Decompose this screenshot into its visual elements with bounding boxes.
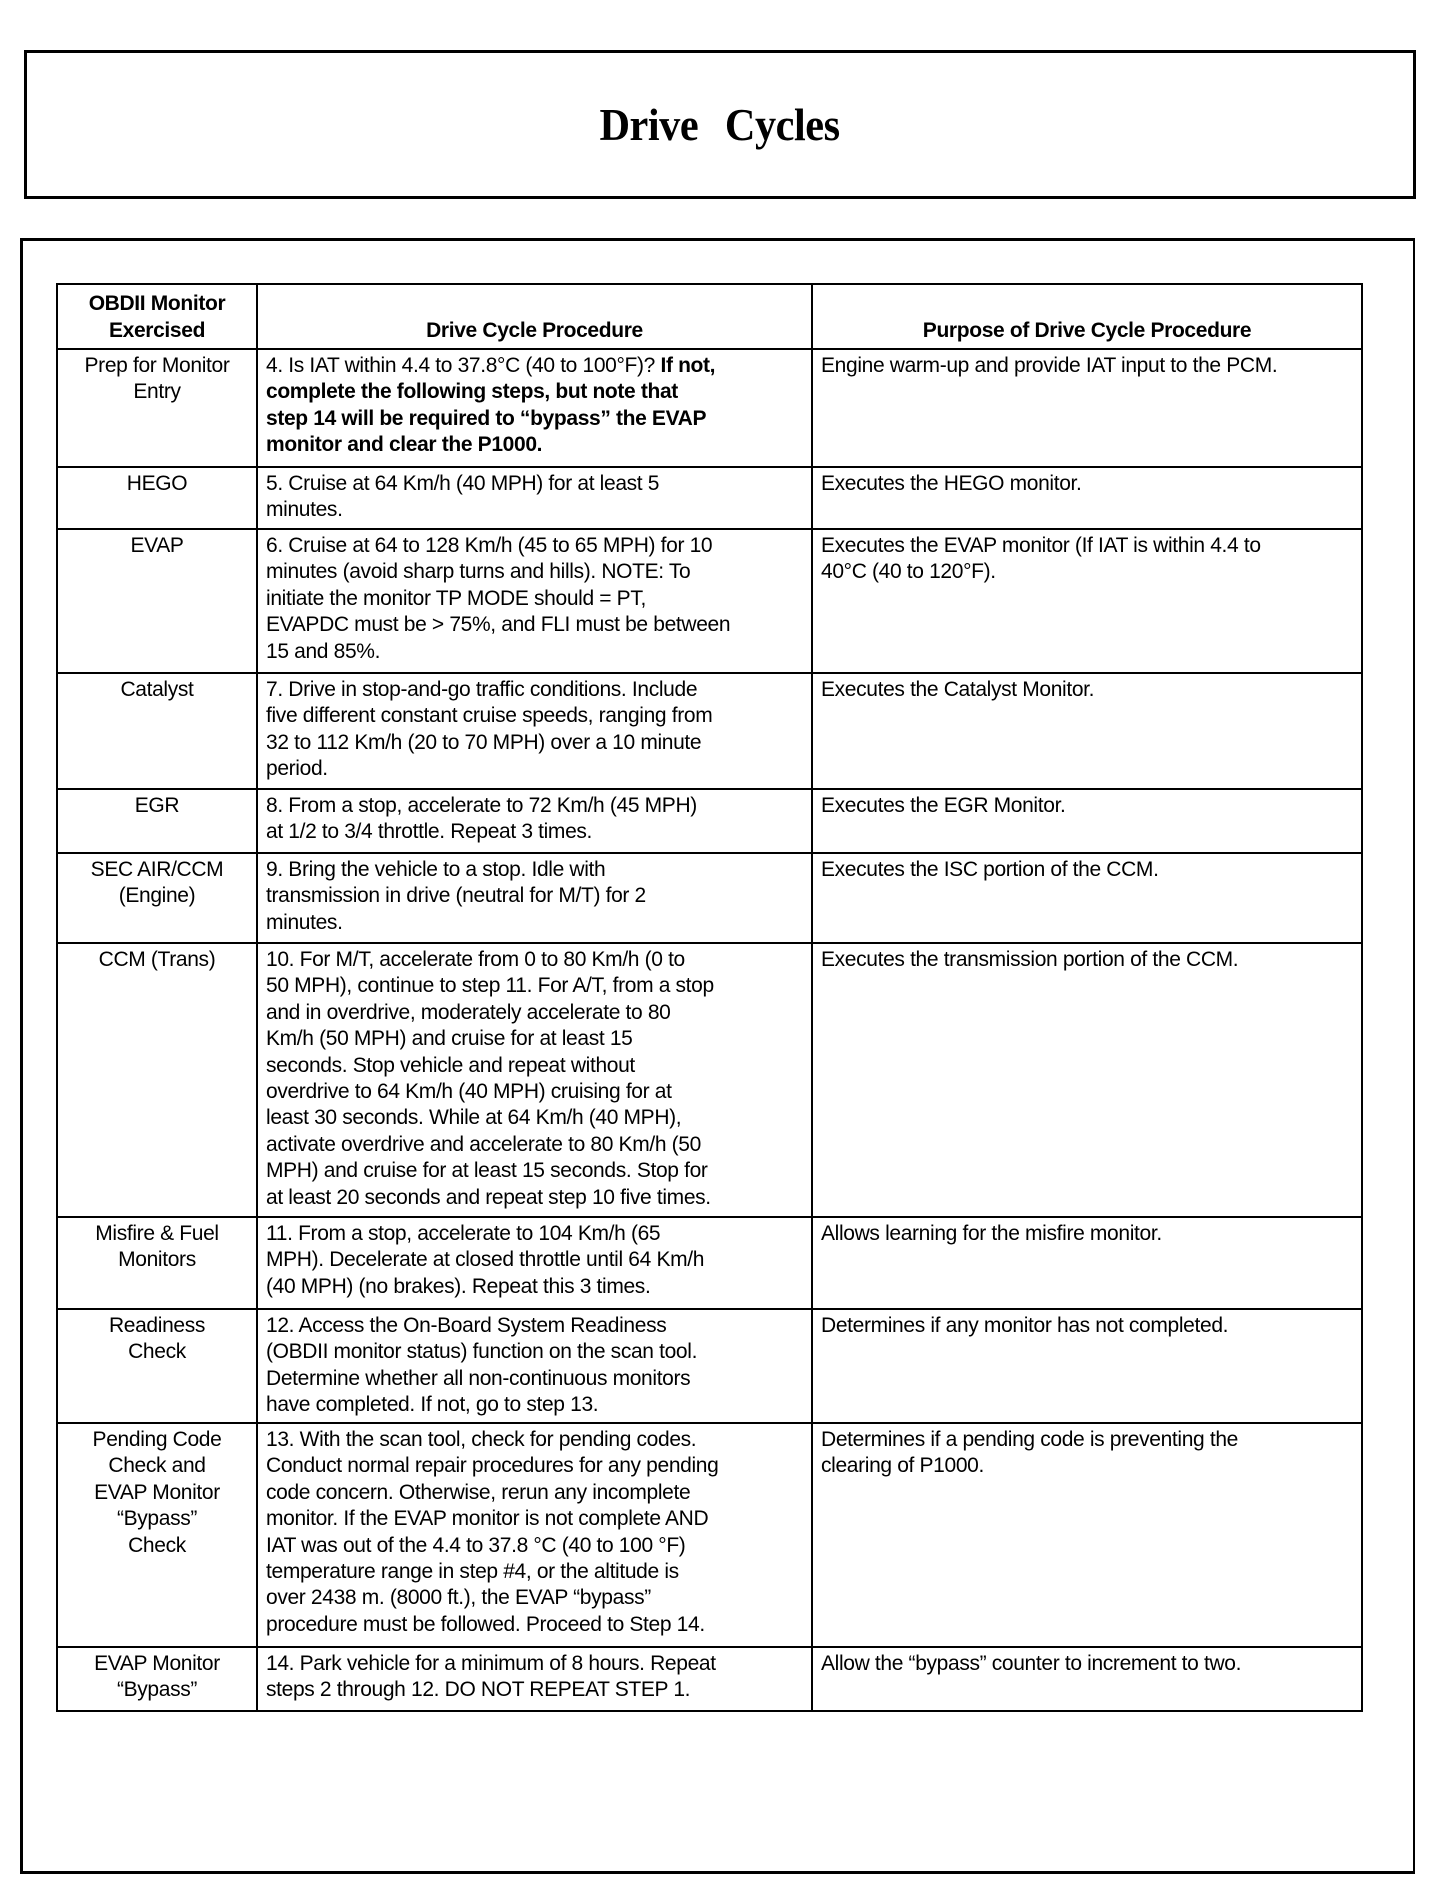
cell-line: 7. Drive in stop-and-go traffic conditions. Include [266,678,698,701]
table-row [57,1647,1362,1711]
table-row [57,789,1362,853]
monitor-cell [57,853,257,943]
cell-line: Executes the ISC portion of the CCM. [821,858,1159,881]
table-row [57,1309,1362,1423]
purpose-cell [812,1423,1362,1647]
cell-line: MPH) and cruise for at least 15 seconds. Stop for [266,1159,708,1183]
cell-line: 15 and 85%. [266,639,381,663]
table-row [57,467,1362,529]
purpose-cell [812,943,1362,1217]
cell-line: EVAP [130,534,184,557]
cell-line: Engine warm-up and provide IAT input to the PCM. [821,354,1278,377]
cell-line: (40 MPH) (no brakes). Repeat this 3 times. [266,1274,651,1298]
cell-line: Conduct normal repair procedures for any pending [266,1454,719,1478]
procedure-cell [257,1309,812,1423]
cell-line: minutes (avoid sharp turns and hills). NOTE: To [266,560,691,584]
cell-line: EVAP Monitor [94,1652,220,1675]
header-monitor [57,284,257,349]
cell-line: 4. Is IAT within 4.4 to 37.8°C (40 to 100°F)? If not, [266,354,716,377]
header-procedure [257,284,812,349]
cell-line [266,406,803,432]
cell-line: Executes the EVAP monitor (If IAT is within 4.4 to [821,534,1261,557]
procedure-cell [257,1423,812,1647]
cell-line: Determines if a pending code is preventing the [821,1428,1238,1451]
cell-line: temperature range in step #4, or the altitude is [266,1560,679,1584]
cell-line: SEC AIR/CCM [90,858,224,881]
purpose-cell [812,1217,1362,1309]
purpose-cell [812,1309,1362,1423]
cell-line: transmission in drive (neutral for M/T) for 2 [266,884,646,908]
cell-line: steps 2 through 12. DO NOT REPEAT STEP 1. [266,1678,691,1702]
cell-line: Prep for Monitor [84,354,230,377]
table-row [57,1423,1362,1647]
cell-line: Executes the Catalyst Monitor. [821,678,1095,701]
cell-line: 10. For M/T, accelerate from 0 to 80 Km/h (0 to [266,948,685,971]
cell-line: Readiness [108,1314,206,1337]
monitor-cell [57,673,257,789]
monitor-cell [57,467,257,529]
bold-text: complete the following steps, but note that [266,380,678,404]
table-row [57,673,1362,789]
procedure-cell [257,673,812,789]
cell-line: HEGO [126,472,188,495]
cell-line: procedure must be followed. Proceed to Step 14. [266,1612,705,1636]
table-header-row [57,284,1362,349]
cell-line: have completed. If not, go to step 13. [266,1393,599,1417]
cell-line: clearing of P1000. [821,1454,984,1478]
cell-line: over 2438 m. (8000 ft.), the EVAP “bypass” [266,1586,651,1610]
cell-line: 5. Cruise at 64 Km/h (40 MPH) for at least 5 [266,472,660,495]
cell-line: monitor. If the EVAP monitor is not complete AND [266,1507,709,1531]
drive-cycle-table [56,283,1363,1712]
purpose-cell [812,789,1362,853]
cell-line: overdrive to 64 Km/h (40 MPH) cruising for at [266,1080,672,1104]
cell-line: MPH). Decelerate at closed throttle until 64 Km/h [266,1248,705,1272]
procedure-cell [257,943,812,1217]
procedure-cell [257,529,812,673]
cell-line: Km/h (50 MPH) and cruise for at least 15 [266,1027,633,1051]
cell-line: Determines if any monitor has not completed. [821,1314,1229,1337]
cell-line: activate overdrive and accelerate to 80 Km/h (50 [266,1132,701,1156]
title-box [24,50,1416,199]
cell-line: Check and [108,1454,206,1478]
cell-line: 40°C (40 to 120°F). [821,560,996,584]
purpose-cell [812,529,1362,673]
cell-line: at least 20 seconds and repeat step 10 five times. [266,1185,711,1209]
monitor-cell [57,789,257,853]
procedure-cell [257,349,812,467]
cell-line: (Engine) [118,884,196,908]
cell-line: 13. With the scan tool, check for pending codes. [266,1428,697,1451]
monitor-cell [57,1217,257,1309]
cell-line: Check [128,1340,186,1364]
cell-line: period. [266,757,328,781]
cell-line: Misfire & Fuel [95,1222,219,1245]
cell-line: code concern. Otherwise, rerun any incomplete [266,1480,691,1504]
procedure-cell [257,1217,812,1309]
cell-line: minutes. [266,498,343,522]
cell-line: 11. From a stop, accelerate to 104 Km/h (65 [266,1222,661,1245]
page-title: Drive Cycles [599,99,841,150]
purpose-cell [812,853,1362,943]
cell-line: five different constant cruise speeds, ranging from [266,704,713,728]
bold-text: step 14 will be required to “bypass” the EVAP [266,406,707,430]
cell-line: Monitors [118,1248,196,1272]
cell-line: CCM (Trans) [98,948,216,971]
cell-line: initiate the monitor TP MODE should = PT, [266,586,646,610]
cell-line: least 30 seconds. While at 64 Km/h (40 MPH), [266,1106,682,1130]
purpose-cell [812,673,1362,789]
cell-line: 12. Access the On-Board System Readiness [266,1314,667,1337]
cell-line: Executes the EGR Monitor. [821,794,1066,817]
cell-line: at 1/2 to 3/4 throttle. Repeat 3 times. [266,820,593,844]
cell-line: Allow the “bypass” counter to increment to two. [821,1652,1242,1675]
cell-line: Determine whether all non-continuous monitors [266,1366,691,1390]
cell-line: Purpose of Drive Cycle Procedure [922,318,1252,342]
cell-line [266,379,803,405]
procedure-cell [257,789,812,853]
cell-line: Executes the HEGO monitor. [821,472,1082,495]
cell-line: Pending Code [92,1428,222,1451]
cell-line: seconds. Stop vehicle and repeat without [266,1053,635,1077]
cell-line: Drive Cycle Procedure [426,318,643,342]
monitor-cell [57,943,257,1217]
cell-line: Entry [133,380,181,404]
purpose-cell [812,1647,1362,1711]
header-purpose [812,284,1362,349]
purpose-cell [812,467,1362,529]
cell-line: Catalyst [120,678,194,701]
cell-line: Allows learning for the misfire monitor. [821,1222,1162,1245]
monitor-cell [57,529,257,673]
cell-line: EGR [134,794,180,817]
cell-line: 8. From a stop, accelerate to 72 Km/h (45 MPH) [266,794,697,817]
cell-line: minutes. [266,910,343,934]
cell-line: (OBDII monitor status) function on the scan tool. [266,1340,698,1364]
purpose-cell [812,349,1362,467]
table-row [57,349,1362,467]
monitor-cell [57,1647,257,1711]
procedure-cell [257,1647,812,1711]
cell-line: Exercised [108,318,206,342]
cell-line: OBDII Monitor [88,292,226,316]
cell-line: 50 MPH), continue to step 11. For A/T, from a stop [266,974,714,998]
cell-line: Check [128,1533,186,1557]
bold-text: monitor and clear the P1000. [266,433,543,457]
table-row [57,1217,1362,1309]
cell-line: 9. Bring the vehicle to a stop. Idle with [266,858,606,881]
bold-text: If not, [660,354,716,377]
table-row [57,943,1362,1217]
cell-line [266,432,803,458]
monitor-cell [57,349,257,467]
cell-line: IAT was out of the 4.4 to 37.8 °C (40 to 100 °F) [266,1533,686,1557]
cell-line: EVAP Monitor [94,1480,220,1504]
table-row [57,529,1362,673]
cell-line: and in overdrive, moderately accelerate to 80 [266,1000,671,1024]
procedure-cell [257,853,812,943]
cell-line: 32 to 112 Km/h (20 to 70 MPH) over a 10 minute [266,730,702,754]
monitor-cell [57,1423,257,1647]
monitor-cell [57,1309,257,1423]
cell-line: EVAPDC must be > 75%, and FLI must be between [266,613,731,637]
cell-line: Executes the transmission portion of the CCM. [821,948,1239,971]
cell-line: “Bypass” [116,1678,198,1702]
cell-line: “Bypass” [116,1507,198,1531]
procedure-cell [257,467,812,529]
table-row [57,853,1362,943]
cell-line: 14. Park vehicle for a minimum of 8 hours. Repeat [266,1652,716,1675]
cell-line: 6. Cruise at 64 to 128 Km/h (45 to 65 MPH) for 10 [266,534,713,557]
